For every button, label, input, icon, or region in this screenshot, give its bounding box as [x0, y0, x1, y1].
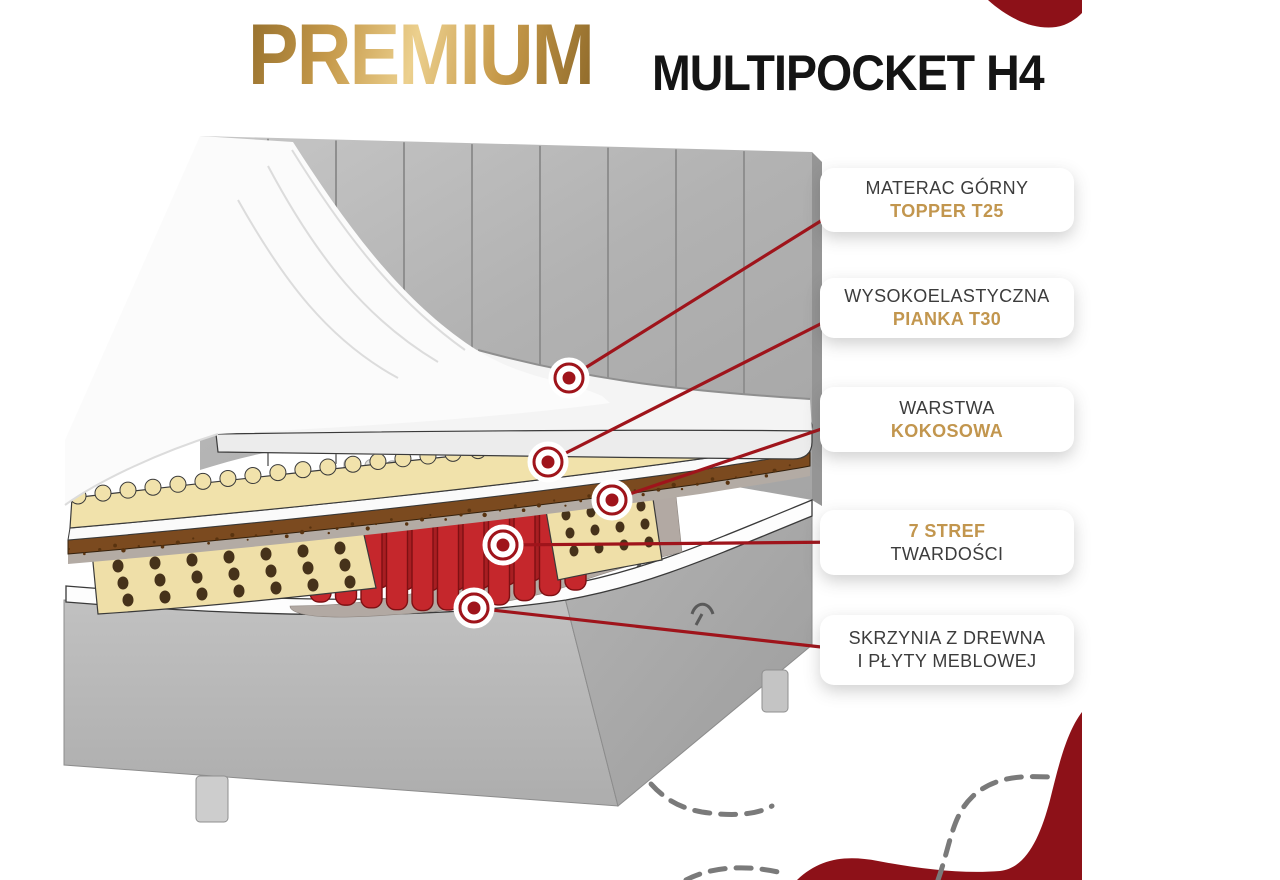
dashed-squiggle	[622, 741, 1050, 880]
callout-line1: MATERAC GÓRNY	[865, 178, 1029, 198]
callout-line2: TOPPER T25	[890, 201, 1004, 221]
topper-front	[216, 430, 812, 459]
callout-line1: WARSTWA	[899, 397, 995, 418]
callout-line1: SKRZYNIA Z DREWNA	[848, 628, 1046, 648]
callout-line1: 7 STREF	[908, 520, 986, 541]
callout-line2: TWARDOŚCI	[890, 543, 1004, 564]
callout-label-coconut	[820, 387, 1074, 452]
callout-line2: PIANKA T30	[892, 309, 1002, 329]
callout-line1: WYSOKOELASTYCZNA	[844, 286, 1050, 306]
title	[0, 0, 1280, 110]
callout-line2: I PŁYTY MEBLOWEJ	[857, 651, 1037, 671]
callout-label-topper	[820, 168, 1074, 232]
base-box-front	[64, 598, 618, 806]
model-name: MULTIPOCKET H4	[652, 45, 1044, 101]
callout-label-foam	[820, 278, 1074, 338]
bed-leg-left	[196, 776, 228, 822]
callout-line2: KOKOSOWA	[890, 420, 1004, 441]
callout-label-box	[820, 615, 1074, 685]
brand-name: PREMIUM	[248, 7, 594, 103]
callout-label-zones	[820, 510, 1074, 575]
corner-blob-bottom-right	[797, 712, 1082, 880]
bed-leg-right	[762, 670, 788, 712]
